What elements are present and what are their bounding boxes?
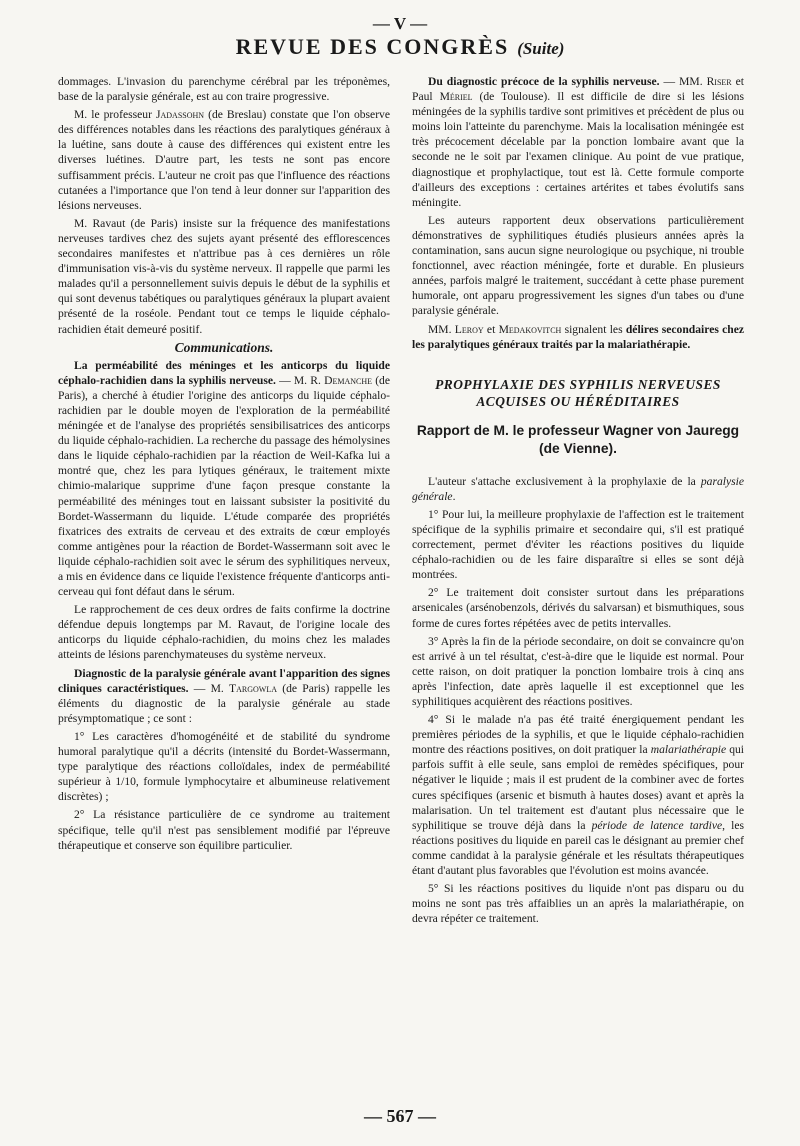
report-heading: Rapport de M. le professeur Wagner von Jauregg (de Vienne). bbox=[416, 422, 740, 456]
communication-title: Diagnostic de la paralysie générale avant l'apparition des signes cliniques caractéristiques. bbox=[58, 666, 390, 695]
paragraph: dommages. L'invasion du parenchyme cérébral par les tréponèmes, base de la paralysie générale, est au con traire progressive. bbox=[58, 75, 390, 104]
page-number: — 567 — bbox=[364, 1106, 436, 1126]
list-item: 1° Les caractères d'homogénéité et de stabilité du syndrome humoral paralytique qu'il a décrits (intensité du Bordet-Wassermann, type paralytique des réactions colloïdales, index de perméabilité supérieur à 1/10, formule lymphocytaire et albumineuse relativement discrètes) ; bbox=[58, 729, 390, 804]
author-name: Jadassohn bbox=[155, 108, 205, 122]
paragraph: M. le professeur Jadassohn (de Breslau) constate que l'on observe des différences notables dans les réactions des paralytiques généraux à la luétine, sans doute à cause des différences qui existent entre les diverses luétines. D'autre part, les tests ne sont pas encore suffisamment précis. L'auteur ne croit pas que l'influence des réactions cutanées a l'importance que l'on tend à leur donner sur l'apparition des lésions nerveuses. bbox=[58, 108, 391, 212]
list-item: 2° Le traitement doit consister surtout dans les préparations arsenicales (arsénobenzols, dérivés du salvarsan) et bismuthiques, sous forme de cures fortes répétées avec de petits intervalles. bbox=[412, 586, 744, 630]
paragraph: M. Ravaut (de Paris) insiste sur la fréquence des manifestations nerveuses tardives chez des sujets ayant présenté des efflorescences secondaires manifestes et n'attribue pas à ces dernières un rôle d'immunisation vis-à-vis du système nerveux. Il rappelle que parmi les malades qu'il a personnellement suivis depuis le début de la syphilis et qui sont devenus tabétiques ou paralytiques généraux la plupart avaient présenté de la roséole. Pendant tout ce temps le liquide céphalo-rachidien était demeuré positif. bbox=[58, 216, 390, 336]
paragraph: Le rapprochement de ces deux ordres de faits confirme la doctrine défendue depuis longtemps par M. Ravaut, de l'origine locale des anticorps du liquide céphalo-rachidien, du moins chez les malades atteints de lésions parenchymateuses du système nerveux. bbox=[58, 603, 390, 662]
communication-title: La perméabilité des méninges et les anticorps du liquide céphalo-rachidien dans la syphilis nerveuse. bbox=[58, 358, 390, 387]
list-item: 4° Si le malade n'a pas été traité énergiquement pendant les premières périodes de la syphilis, et que le liquide céphalo-rachidien montre des réactions positives, on doit pratiquer la malariathérapie qui parfois suffit à elle seule, sans emploi de remèdes spécifiques, pour négativer le liquide ; mais il est prudent de la combiner avec de fortes cures spécifiques (arsenic et bismuth à hautes doses) avant et après la malarisation. Un tel traitement est d'autant plus nécessaire que le syphilitique se trouve déjà dans la période de latence tardive, les réactions positives du liquide en pareil cas le désignant au premier chef comme candidat à la paralysie générale et les résultats thérapeutiques étant d'autant plus favorables que l'évolution est moins avancée. bbox=[412, 713, 745, 878]
italic-phrase: malariathérapie bbox=[650, 743, 727, 757]
author-name: Medakovitch bbox=[498, 322, 562, 336]
section-heading: Communications. bbox=[174, 339, 274, 355]
communication-paragraph: La perméabilité des méninges et les anticorps du liquide céphalo-rachidien dans la syphilis nerveuse. — M. R. Demanche (de Paris), a cherché à étudier l'origine des anticorps du liquide céphalo-rachidien par le double moyen de l'exploration de la perméabilité méningée et de l'analyse des propriétés sensibilisatrices des anticorps du liquide céphalo-rachidien. La recherche du passage des hémolysines dans le liquide céphalo-rachidien par la réaction de Weil-Kafka lui a montré que, chez les para lytiques généraux, le traitement mixte chimio-malarique supprime d'une façon presque constante la perméabilité des méninges tout en laissant subsister la positivité du Bordet-Wassermann du liquide. L'étude comparée des propriétés fixatrices des extraits de cerveau et des extraits de cœur employés comme antigènes pour la réaction de Bordet-Wassermann soit avec le liquide céphalo-rachidien soit avec le sérum des syphilitiques nerveux, a mis en évidence dans ce liquide l'existence fréquente d'anticorps anti-cerveau qui font défaut dans le sérum. bbox=[58, 358, 391, 599]
bold-phrase: délires secondaires chez les paralytiques généraux traités par la malariathérapie. bbox=[412, 322, 745, 351]
journal-page bbox=[58, 14, 745, 1134]
list-item: 2° La résistance particulière de ce syndrome au traitement spécifique, telle qu'il n'est pas sensiblement modifié par l'épreuve thérapeutique et conserve son équilibre particulier. bbox=[58, 808, 390, 852]
author-name: Targowla bbox=[229, 681, 277, 695]
author-name: Mériel bbox=[439, 90, 473, 104]
communication-paragraph: Diagnostic de la paralysie générale avant l'apparition des signes cliniques caractéristiques. — M. Targowla (de Paris) rappelle les éléments du diagnostic de la paralysie générale au stade présymptomatique ; ce sont : bbox=[58, 666, 390, 725]
italic-phrase: période de latence tardive bbox=[591, 818, 723, 832]
paragraph: Les auteurs rapportent deux observations particulièrement démonstratives de syphilitiques étudiés plusieurs années après la contamination, sans aucun signe neurologique ou psychique, ni trouble fonctionnel, avec réaction méningée, forte et durable. En plusieurs années, parfois malgré le traitement, succédant à cette phase purement humorale, ont apparu progressivement les signes d'un tabes ou d'une paralysie générale. bbox=[412, 213, 744, 318]
paragraph: L'auteur s'attache exclusivement à la prophylaxie de la paralysie générale. bbox=[412, 474, 744, 503]
list-item: 1° Pour lui, la meilleure prophylaxie de l'affection est le traitement spécifique de la syphilis primaire et secondaire qui, s'il est pratiqué correctement, permet d'éviter les réactions positives du liquide céphalo-rachidien ou de les faire disparaître si elles se sont déjà montrées. bbox=[412, 507, 744, 582]
communication-title: Du diagnostic précoce de la syphilis nerveuse. bbox=[428, 75, 660, 88]
communication-paragraph: Du diagnostic précoce de la syphilis nerveuse. — MM. Riser et Paul Mériel (de Toulouse). Il est difficile de dire si les lésions méningées de la syphilis tardive sont primitives et précèdent de plus ou moins loin l'atteinte du parenchyme. Mais la localisation méningée est très précocement décelable par la ponction lombaire avant que la seconde ne le soit par l'examen clinique. Au point de vue pratique, diagnostique et prophylactique, tout est là. Cette formule comporte d'ailleurs des exceptions : certaines artérites et tabes évolutifs sans méningite. bbox=[412, 75, 744, 209]
section-roman-numeral: — V — bbox=[372, 14, 428, 33]
author-name: Leroy bbox=[454, 322, 484, 336]
author-name: Riser bbox=[706, 75, 732, 88]
right-column bbox=[412, 74, 744, 929]
left-column bbox=[58, 74, 390, 856]
author-name: Demanche bbox=[324, 373, 373, 387]
list-item: 5° Si les réactions positives du liquide n'ont pas disparu ou du moins ne sont pas très affaiblies un an après la malariathérapie, on devra répéter ce traitement. bbox=[412, 882, 744, 926]
paragraph: MM. Leroy et Medakovitch signalent les délires secondaires chez les paralytiques généraux traités par la malariathérapie. bbox=[412, 322, 745, 351]
page-title: REVUE DES CONGRÈS bbox=[235, 34, 510, 59]
page-title-suite: (Suite) bbox=[517, 39, 565, 58]
section-heading: PROPHYLAXIE DES SYPHILIS NERVEUSES ACQUISES OU HÉRÉDITAIRES bbox=[435, 376, 721, 409]
page-header bbox=[58, 34, 742, 64]
italic-phrase: paralysie générale bbox=[412, 474, 744, 503]
list-item: 3° Après la fin de la période secondaire, on doit se convaincre qu'on est arrivé à un tel résultat, c'est-à-dire que le liquide est normal. Pour cette raison, on doit pratiquer la ponction lombaire trois à cinq ans après l'infection, date après laquelle il est exceptionnel que les syphilitiques acquièrent des réactions positives. bbox=[412, 634, 744, 708]
